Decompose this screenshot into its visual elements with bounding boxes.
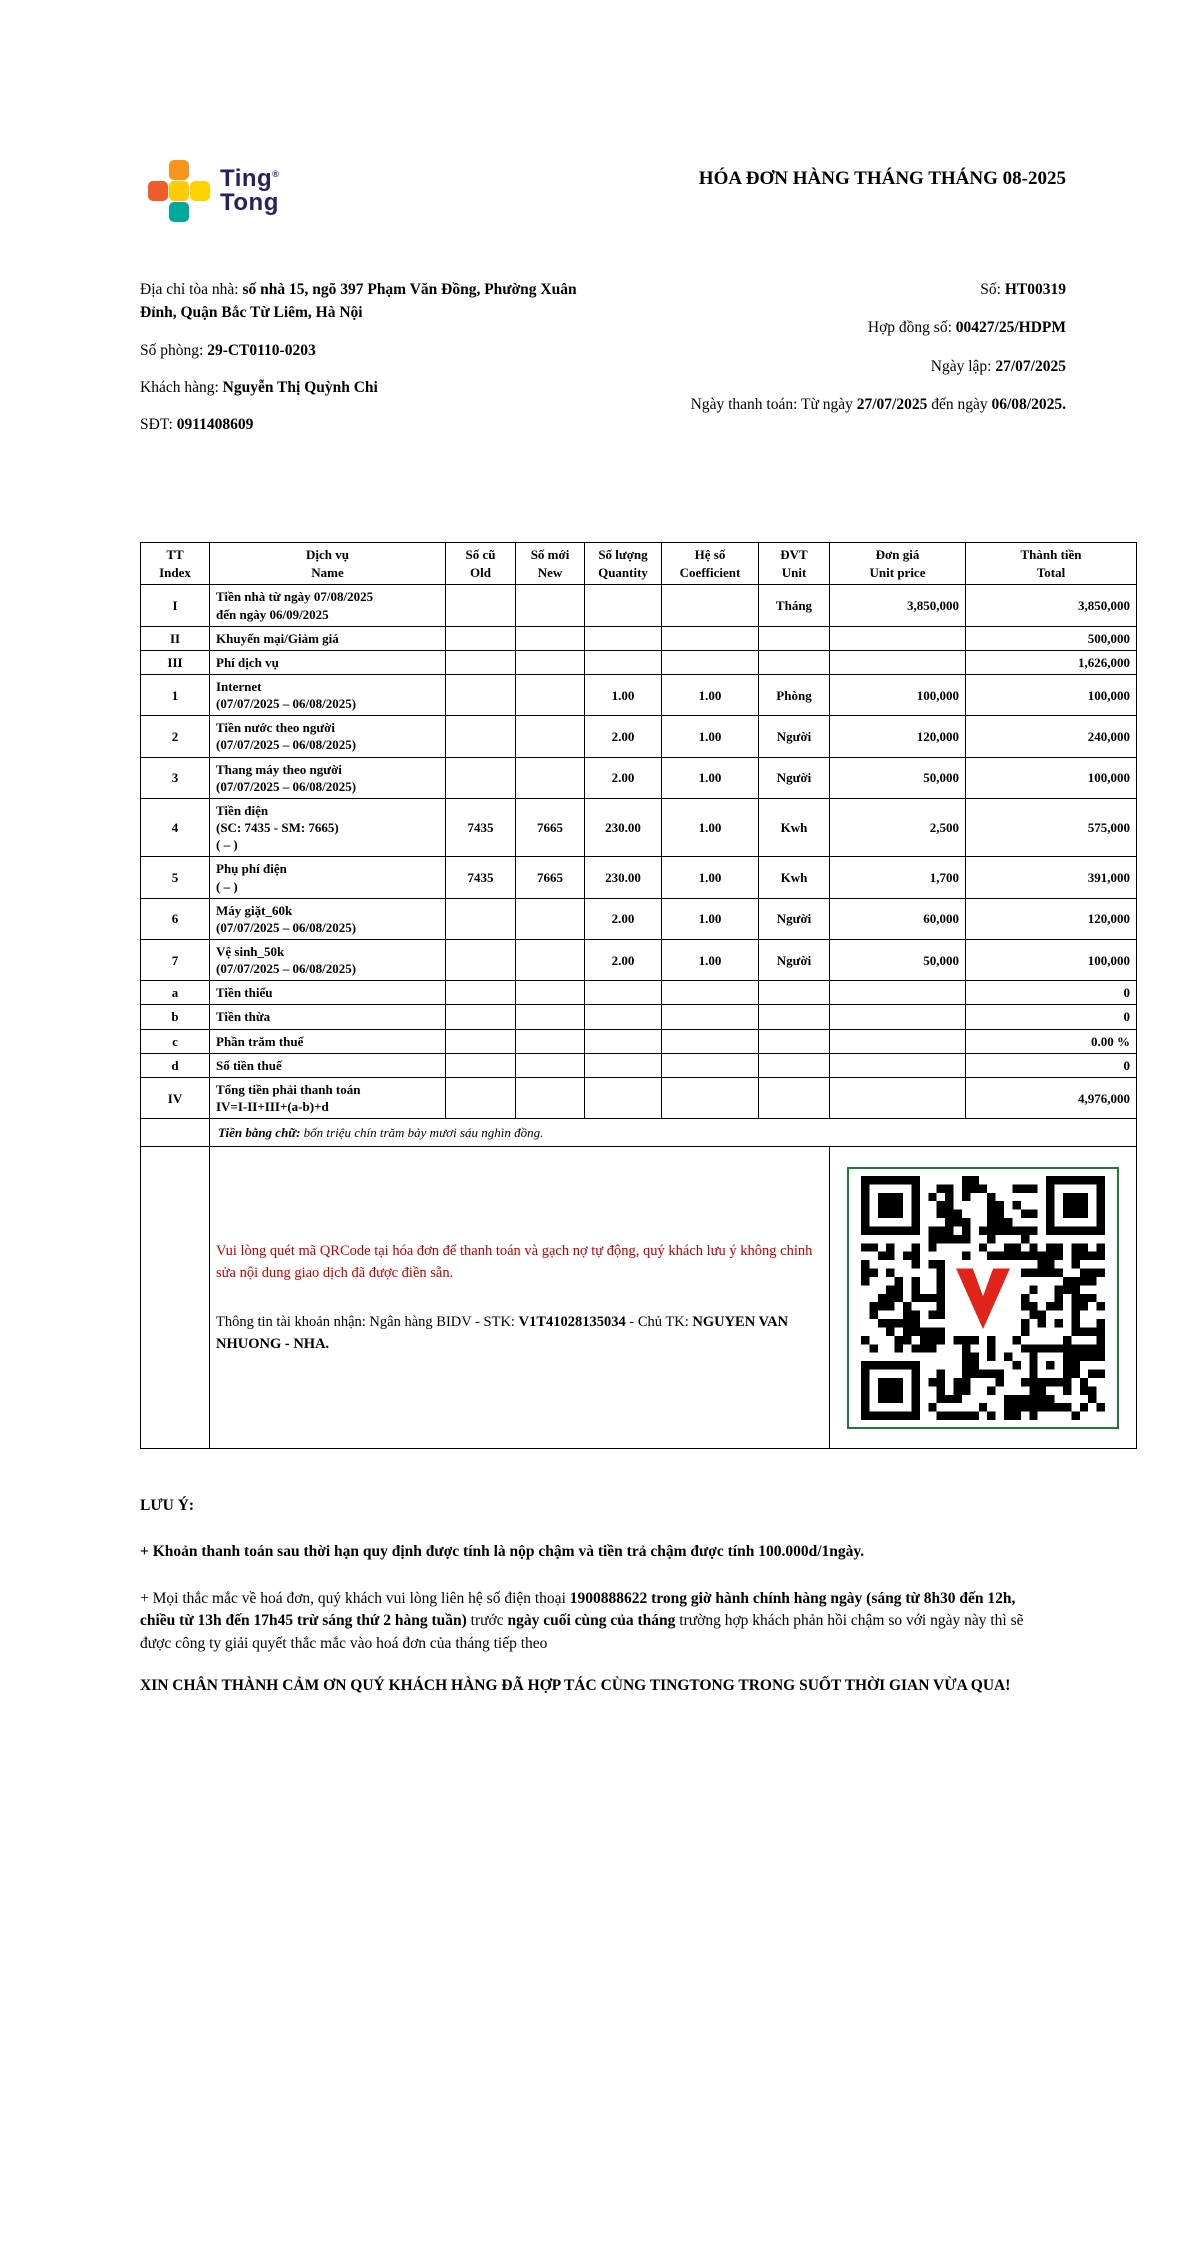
- payment-to-value: 06/08/2025.: [991, 395, 1066, 413]
- cell-price: [830, 1029, 966, 1053]
- cell-qty: 230.00: [585, 857, 662, 898]
- amount-in-words-row: [141, 1119, 1137, 1147]
- qr-payment-row: [141, 1147, 1137, 1449]
- issue-date-line: [666, 355, 1066, 378]
- building-address-label: Địa chỉ tòa nhà:: [140, 281, 243, 298]
- phone-line: [140, 413, 592, 436]
- cell-old: [446, 674, 516, 715]
- table-row: [141, 716, 1137, 757]
- cell-name: Khuyến mại/Giảm giá: [210, 626, 446, 650]
- payment-from-value: 27/07/2025: [856, 395, 928, 413]
- cell-price: [830, 1077, 966, 1118]
- hotline-number: 1900888622 trong giờ hành chính hàng ngày (sáng từ 8h30 đến 12h, chiều từ 13h đến 17h45 trừ sáng thứ 2 hàng tuần): [140, 1589, 1016, 1630]
- cell-new: [516, 940, 585, 981]
- table-header-row: [141, 543, 1137, 585]
- cell-unit: Phòng: [759, 674, 830, 715]
- amount-in-words-value: bốn triệu chín trăm bảy mươi sáu nghìn đồng.: [300, 1125, 544, 1141]
- cell-old: [446, 757, 516, 798]
- cell-total: 0.00 %: [966, 1029, 1137, 1053]
- cell-index: IV: [141, 1077, 210, 1118]
- cell-coeff: 1.00: [662, 757, 759, 798]
- qr-warning-text: Vui lòng quét mã QRCode tại hóa đơn để thanh toán và gạch nợ tự động, quý khách lưu ý không chỉnh sửa nội dung giao dịch đã được điền sẵn.: [216, 1242, 813, 1282]
- note-contact-hotline: [140, 1588, 1050, 1655]
- invoice-table: [140, 542, 1137, 1449]
- table-row: [141, 798, 1137, 856]
- invoice-table-head: [141, 543, 1137, 585]
- table-row: [141, 1077, 1137, 1118]
- cell-new: 7665: [516, 857, 585, 898]
- cell-new: [516, 1053, 585, 1077]
- cell-coeff: [662, 1005, 759, 1029]
- cell-price: 100,000: [830, 674, 966, 715]
- cell-total: 120,000: [966, 898, 1137, 939]
- column-header: Thành tiền Total: [966, 543, 1137, 585]
- cell-old: [446, 1029, 516, 1053]
- invoice-number-value: HT00319: [1004, 281, 1066, 298]
- cell-name: Vệ sinh_50k (07/07/2025 – 06/08/2025): [210, 940, 446, 981]
- column-header: ĐVT Unit: [759, 543, 830, 585]
- cell-total: 240,000: [966, 716, 1137, 757]
- building-address-line: [140, 278, 592, 325]
- tingtong-logo-text: [220, 164, 280, 216]
- note-contact-part3: trước: [466, 1612, 508, 1630]
- cell-index: I: [141, 585, 210, 626]
- cell-index: a: [141, 981, 210, 1005]
- cell-price: 50,000: [830, 940, 966, 981]
- cell-index: III: [141, 650, 210, 674]
- bank-account-info: [216, 1311, 823, 1356]
- cell-name: Tiền nước theo người (07/07/2025 – 06/08/2025): [210, 716, 446, 757]
- cell-unit: [759, 626, 830, 650]
- cell-coeff: 1.00: [662, 940, 759, 981]
- invoice-footer: [140, 1497, 1050, 1697]
- cell-total: 3,850,000: [966, 585, 1137, 626]
- cell-coeff: [662, 626, 759, 650]
- cell-coeff: 1.00: [662, 674, 759, 715]
- table-row: [141, 857, 1137, 898]
- room-number-label: Số phòng:: [140, 341, 208, 359]
- qr-code: [847, 1167, 1119, 1429]
- cell-name: Phí dịch vụ: [210, 650, 446, 674]
- cell-old: 7435: [446, 798, 516, 856]
- invoice-table-footer: [141, 1119, 1137, 1449]
- cell-new: [516, 1029, 585, 1053]
- table-row: [141, 898, 1137, 939]
- cell-unit: [759, 1005, 830, 1029]
- cell-old: [446, 1053, 516, 1077]
- cell-qty: 230.00: [585, 798, 662, 856]
- issue-date-value: 27/07/2025: [995, 357, 1066, 375]
- amount-in-words-label: Tiền bằng chữ:: [218, 1125, 301, 1141]
- cell-qty: 2.00: [585, 940, 662, 981]
- customer-label: Khách hàng:: [140, 378, 223, 396]
- cell-coeff: [662, 650, 759, 674]
- contract-number-value: 00427/25/HDPM: [955, 319, 1066, 337]
- cell-old: [446, 650, 516, 674]
- invoice-header: [140, 160, 1136, 222]
- column-header: Hệ số Coefficient: [662, 543, 759, 585]
- info-left-column: [140, 278, 592, 450]
- cell-unit: [759, 1053, 830, 1077]
- cell-qty: [585, 981, 662, 1005]
- bank-account-number: V1T41028135034: [518, 1313, 626, 1330]
- cell-coeff: [662, 1053, 759, 1077]
- invoice-number-label: Số:: [980, 281, 1005, 298]
- cell-unit: Người: [759, 757, 830, 798]
- cell-price: 2,500: [830, 798, 966, 856]
- cell-new: [516, 757, 585, 798]
- cell-new: [516, 898, 585, 939]
- bank-account-holder: NGUYEN VAN NHUONG - NHA.: [216, 1313, 789, 1353]
- cell-empty: [141, 1119, 210, 1147]
- cell-qty: 2.00: [585, 757, 662, 798]
- payment-period-label: Ngày thanh toán: Từ ngày: [690, 395, 857, 413]
- cell-index: 4: [141, 798, 210, 856]
- cell-unit: Người: [759, 898, 830, 939]
- note-late-payment: + Khoản thanh toán sau thời hạn quy định được tính là nộp chậm và tiền trả chậm được tính 100.000d/1ngày.: [140, 1543, 865, 1561]
- cell-name: Thang máy theo người (07/07/2025 – 06/08/2025): [210, 757, 446, 798]
- bank-account-label: Thông tin tài khoản nhận: Ngân hàng BIDV - STK:: [216, 1313, 519, 1330]
- cell-qty: 2.00: [585, 716, 662, 757]
- cell-index: 6: [141, 898, 210, 939]
- cell-name: Phụ phí điện ( – ): [210, 857, 446, 898]
- cell-qty: [585, 585, 662, 626]
- cell-name: Tiền thừa: [210, 1005, 446, 1029]
- column-header: Số mới New: [516, 543, 585, 585]
- cell-index: b: [141, 1005, 210, 1029]
- column-header: Dịch vụ Name: [210, 543, 446, 585]
- table-row: [141, 1005, 1137, 1029]
- cell-coeff: 1.00: [662, 798, 759, 856]
- cell-old: [446, 585, 516, 626]
- cell-total: 4,976,000: [966, 1077, 1137, 1118]
- thanks-message: XIN CHÂN THÀNH CẢM ƠN QUÝ KHÁCH HÀNG ĐÃ HỢP TÁC CÙNG TINGTONG TRONG SUỐT THỜI GIAN VỪA QUA!: [140, 1677, 1011, 1695]
- building-address-value: số nhà 15, ngõ 397 Phạm Văn Đồng, Phường Xuân Đỉnh, Quận Bắc Từ Liêm, Hà Nội: [140, 281, 577, 322]
- phone-value: 0911408609: [176, 416, 254, 433]
- cell-new: [516, 716, 585, 757]
- cell-name: Số tiền thuế: [210, 1053, 446, 1077]
- cell-qty: 2.00: [585, 898, 662, 939]
- cell-old: [446, 981, 516, 1005]
- payment-note-cell: [210, 1147, 830, 1449]
- notes-title: LƯU Ý:: [140, 1497, 195, 1515]
- cell-total: 1,626,000: [966, 650, 1137, 674]
- cell-total: 575,000: [966, 798, 1137, 856]
- cell-price: [830, 650, 966, 674]
- invoice-number-line: [666, 278, 1066, 301]
- cell-new: 7665: [516, 798, 585, 856]
- cell-index: c: [141, 1029, 210, 1053]
- cell-price: [830, 1053, 966, 1077]
- cell-old: [446, 898, 516, 939]
- cell-coeff: [662, 981, 759, 1005]
- cell-index: 3: [141, 757, 210, 798]
- note-contact-part1: + Mọi thắc mắc về hoá đơn, quý khách vui lòng liên hệ số điện thoại: [140, 1589, 570, 1607]
- cell-index: 1: [141, 674, 210, 715]
- cell-unit: Kwh: [759, 857, 830, 898]
- logo-word-ting: Ting: [220, 164, 273, 192]
- cell-new: [516, 585, 585, 626]
- cell-total: 100,000: [966, 674, 1137, 715]
- cell-total: 0: [966, 1053, 1137, 1077]
- cell-unit: [759, 1077, 830, 1118]
- contract-number-label: Hợp đồng số:: [867, 319, 956, 337]
- cell-unit: Tháng: [759, 585, 830, 626]
- cell-old: [446, 716, 516, 757]
- cell-qty: [585, 1077, 662, 1118]
- cell-coeff: [662, 1077, 759, 1118]
- cell-unit: Người: [759, 716, 830, 757]
- cell-price: [830, 981, 966, 1005]
- cell-total: 0: [966, 981, 1137, 1005]
- cell-unit: [759, 650, 830, 674]
- issue-date-label: Ngày lập:: [930, 357, 996, 375]
- table-row: [141, 585, 1137, 626]
- payment-period-mid: đến ngày: [927, 395, 992, 413]
- cell-qty: [585, 1029, 662, 1053]
- cell-price: [830, 626, 966, 650]
- cell-price: [830, 1005, 966, 1029]
- cell-total: 391,000: [966, 857, 1137, 898]
- phone-label: SĐT:: [140, 416, 177, 433]
- cell-new: [516, 674, 585, 715]
- cell-coeff: 1.00: [662, 898, 759, 939]
- cell-price: 120,000: [830, 716, 966, 757]
- table-row: [141, 674, 1137, 715]
- customer-value: Nguyễn Thị Quỳnh Chi: [222, 378, 378, 396]
- table-row: [141, 757, 1137, 798]
- cell-index: d: [141, 1053, 210, 1077]
- cell-unit: [759, 1029, 830, 1053]
- info-right-column: [666, 278, 1066, 450]
- column-header: Số lượng Quantity: [585, 543, 662, 585]
- payment-period-line: [666, 393, 1066, 416]
- cell-qty: [585, 1053, 662, 1077]
- cell-old: [446, 940, 516, 981]
- qr-code-cell: [830, 1147, 1137, 1449]
- cell-name: Phần trăm thuế: [210, 1029, 446, 1053]
- amount-in-words-cell: [210, 1119, 1137, 1147]
- cell-name: Tiền nhà từ ngày 07/08/2025 đến ngày 06/09/2025: [210, 585, 446, 626]
- cell-coeff: [662, 1029, 759, 1053]
- table-row: [141, 1053, 1137, 1077]
- note-contact-deadline: ngày cuối cùng của tháng: [507, 1612, 676, 1630]
- cell-price: 3,850,000: [830, 585, 966, 626]
- table-row: [141, 650, 1137, 674]
- cell-new: [516, 650, 585, 674]
- cell-name: Internet (07/07/2025 – 06/08/2025): [210, 674, 446, 715]
- invoice-title: HÓA ĐƠN HÀNG THÁNG THÁNG 08-2025: [698, 168, 1066, 189]
- cell-unit: Kwh: [759, 798, 830, 856]
- room-number-line: [140, 339, 592, 362]
- cell-name: Tiền thiếu: [210, 981, 446, 1005]
- cell-qty: [585, 1005, 662, 1029]
- cell-qty: [585, 626, 662, 650]
- note-contact-part5: trường hợp khách phản hồi chậm so với ngày này thì sẽ được công ty giải quyết thắc mắc vào hoá đơn của tháng tiếp theo: [140, 1612, 1024, 1652]
- cell-qty: [585, 650, 662, 674]
- cell-new: [516, 1005, 585, 1029]
- cell-coeff: [662, 585, 759, 626]
- cell-unit: Người: [759, 940, 830, 981]
- column-header: Đơn giá Unit price: [830, 543, 966, 585]
- cell-new: [516, 1077, 585, 1118]
- cell-old: 7435: [446, 857, 516, 898]
- contract-number-line: [666, 316, 1066, 339]
- cell-coeff: 1.00: [662, 857, 759, 898]
- cell-name: Tiền điện (SC: 7435 - SM: 7665) ( – ): [210, 798, 446, 856]
- cell-total: 100,000: [966, 757, 1137, 798]
- tingtong-logo: [148, 160, 279, 222]
- tingtong-logo-icon: [148, 160, 210, 222]
- cell-index: 2: [141, 716, 210, 757]
- registered-mark-icon: ®: [272, 168, 280, 179]
- cell-price: 60,000: [830, 898, 966, 939]
- cell-new: [516, 626, 585, 650]
- table-row: [141, 981, 1137, 1005]
- cell-old: [446, 1077, 516, 1118]
- cell-total: 100,000: [966, 940, 1137, 981]
- cell-new: [516, 981, 585, 1005]
- column-header: TT Index: [141, 543, 210, 585]
- invoice-table-body: [141, 585, 1137, 1119]
- cell-name: Tổng tiền phải thanh toán IV=I-II+III+(a-b)+d: [210, 1077, 446, 1118]
- cell-old: [446, 1005, 516, 1029]
- cell-total: 500,000: [966, 626, 1137, 650]
- cell-price: 1,700: [830, 857, 966, 898]
- logo-word-tong: Tong: [220, 189, 279, 216]
- room-number-value: 29-CT0110-0203: [207, 341, 316, 359]
- bank-account-mid: - Chủ TK:: [625, 1313, 693, 1330]
- cell-price: 50,000: [830, 757, 966, 798]
- cell-qty: 1.00: [585, 674, 662, 715]
- cell-index: 5: [141, 857, 210, 898]
- invoice-info: [140, 278, 1136, 450]
- cell-coeff: 1.00: [662, 716, 759, 757]
- qr-code-image: [861, 1176, 1105, 1420]
- column-header: Số cũ Old: [446, 543, 516, 585]
- cell-unit: [759, 981, 830, 1005]
- table-row: [141, 626, 1137, 650]
- table-row: [141, 940, 1137, 981]
- cell-index: II: [141, 626, 210, 650]
- cell-old: [446, 626, 516, 650]
- cell-empty: [141, 1147, 210, 1449]
- table-row: [141, 1029, 1137, 1053]
- cell-name: Máy giặt_60k (07/07/2025 – 06/08/2025): [210, 898, 446, 939]
- cell-index: 7: [141, 940, 210, 981]
- customer-line: [140, 376, 592, 399]
- cell-total: 0: [966, 1005, 1137, 1029]
